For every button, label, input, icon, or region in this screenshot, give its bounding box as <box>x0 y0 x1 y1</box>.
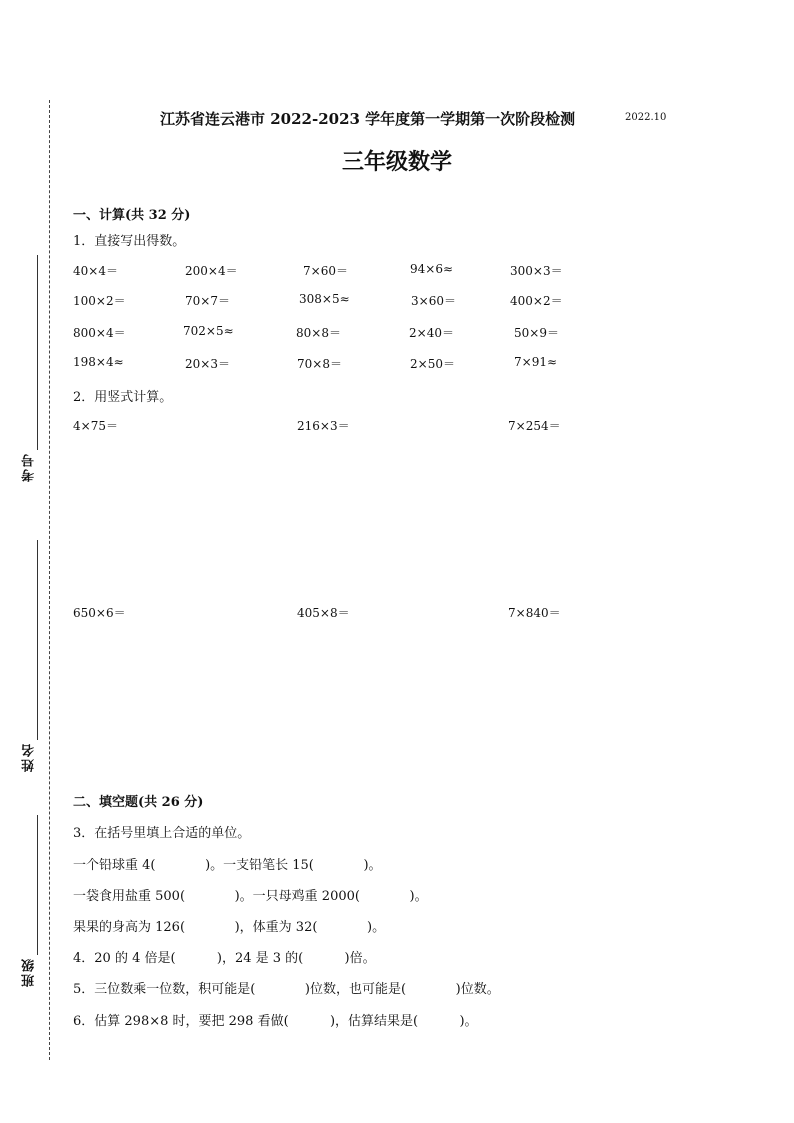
q1-item: 2×40＝ <box>409 326 454 340</box>
exam-date: 2022.10 <box>625 112 667 123</box>
question-6-line: 6．估算 298×8 时，要把 298 看做( )，估算结果是( )。 <box>73 1014 478 1029</box>
q1-item: 400×2＝ <box>510 294 563 308</box>
question-4-line: 4．20 的 4 倍是( )，24 是 3 的( )倍。 <box>73 951 376 966</box>
exam-number-label: 考号 <box>22 452 37 482</box>
subject-title: 三年级数学 <box>341 149 452 175</box>
q1-item: 20×3＝ <box>185 357 230 371</box>
name-label: 姓名 <box>22 742 37 772</box>
exam-title: 江苏省连云港市 2022-2023 学年度第一学期第一次阶段检测 <box>160 110 576 128</box>
q2-item: 7×254＝ <box>508 419 561 433</box>
q1-item: 198×4≈ <box>73 355 124 369</box>
exam-number-write-line <box>37 255 38 450</box>
q2-item: 405×8＝ <box>297 606 350 620</box>
q1-item: 7×60＝ <box>303 264 348 278</box>
fill-blank-line: 一个铅球重 4( )。一支铅笔长 15( )。 <box>73 858 382 873</box>
question-1-prompt: 1．直接写出得数。 <box>73 234 186 249</box>
q1-item: 70×7＝ <box>185 294 230 308</box>
q2-item: 4×75＝ <box>73 419 118 433</box>
q1-item: 94×6≈ <box>410 262 454 276</box>
q2-item: 216×3＝ <box>297 419 350 433</box>
q1-item: 702×5≈ <box>183 324 234 338</box>
q1-item: 300×3＝ <box>510 264 563 278</box>
section-1-heading: 一、计算(共 32 分) <box>73 208 191 223</box>
q2-item: 7×840＝ <box>508 606 561 620</box>
q1-item: 50×9＝ <box>514 326 559 340</box>
q1-item: 2×50＝ <box>410 357 455 371</box>
q1-item: 40×4＝ <box>73 264 118 278</box>
q1-item: 80×8＝ <box>296 326 341 340</box>
q1-item: 800×4＝ <box>73 326 126 340</box>
section-2-heading: 二、填空题(共 26 分) <box>73 795 204 810</box>
q1-item: 7×91≈ <box>514 355 558 369</box>
fill-blank-line: 一袋食用盐重 500( )。一只母鸡重 2000( )。 <box>73 889 428 904</box>
q2-item: 650×6＝ <box>73 606 126 620</box>
q1-item: 200×4＝ <box>185 264 238 278</box>
question-2-prompt: 2．用竖式计算。 <box>73 390 173 405</box>
class-label: 班级 <box>22 957 37 987</box>
q1-item: 308×5≈ <box>299 292 350 306</box>
question-3-prompt: 3．在括号里填上合适的单位。 <box>73 826 251 841</box>
question-5-line: 5．三位数乘一位数，积可能是( )位数，也可能是( )位数。 <box>73 982 500 997</box>
q1-item: 100×2＝ <box>73 294 126 308</box>
q1-item: 70×8＝ <box>297 357 342 371</box>
fill-blank-line: 果果的身高为 126( )，体重为 32( )。 <box>73 920 386 935</box>
q1-item: 3×60＝ <box>411 294 456 308</box>
class-write-line <box>37 815 38 955</box>
name-write-line <box>37 540 38 740</box>
binding-dashed-line <box>49 100 50 1060</box>
